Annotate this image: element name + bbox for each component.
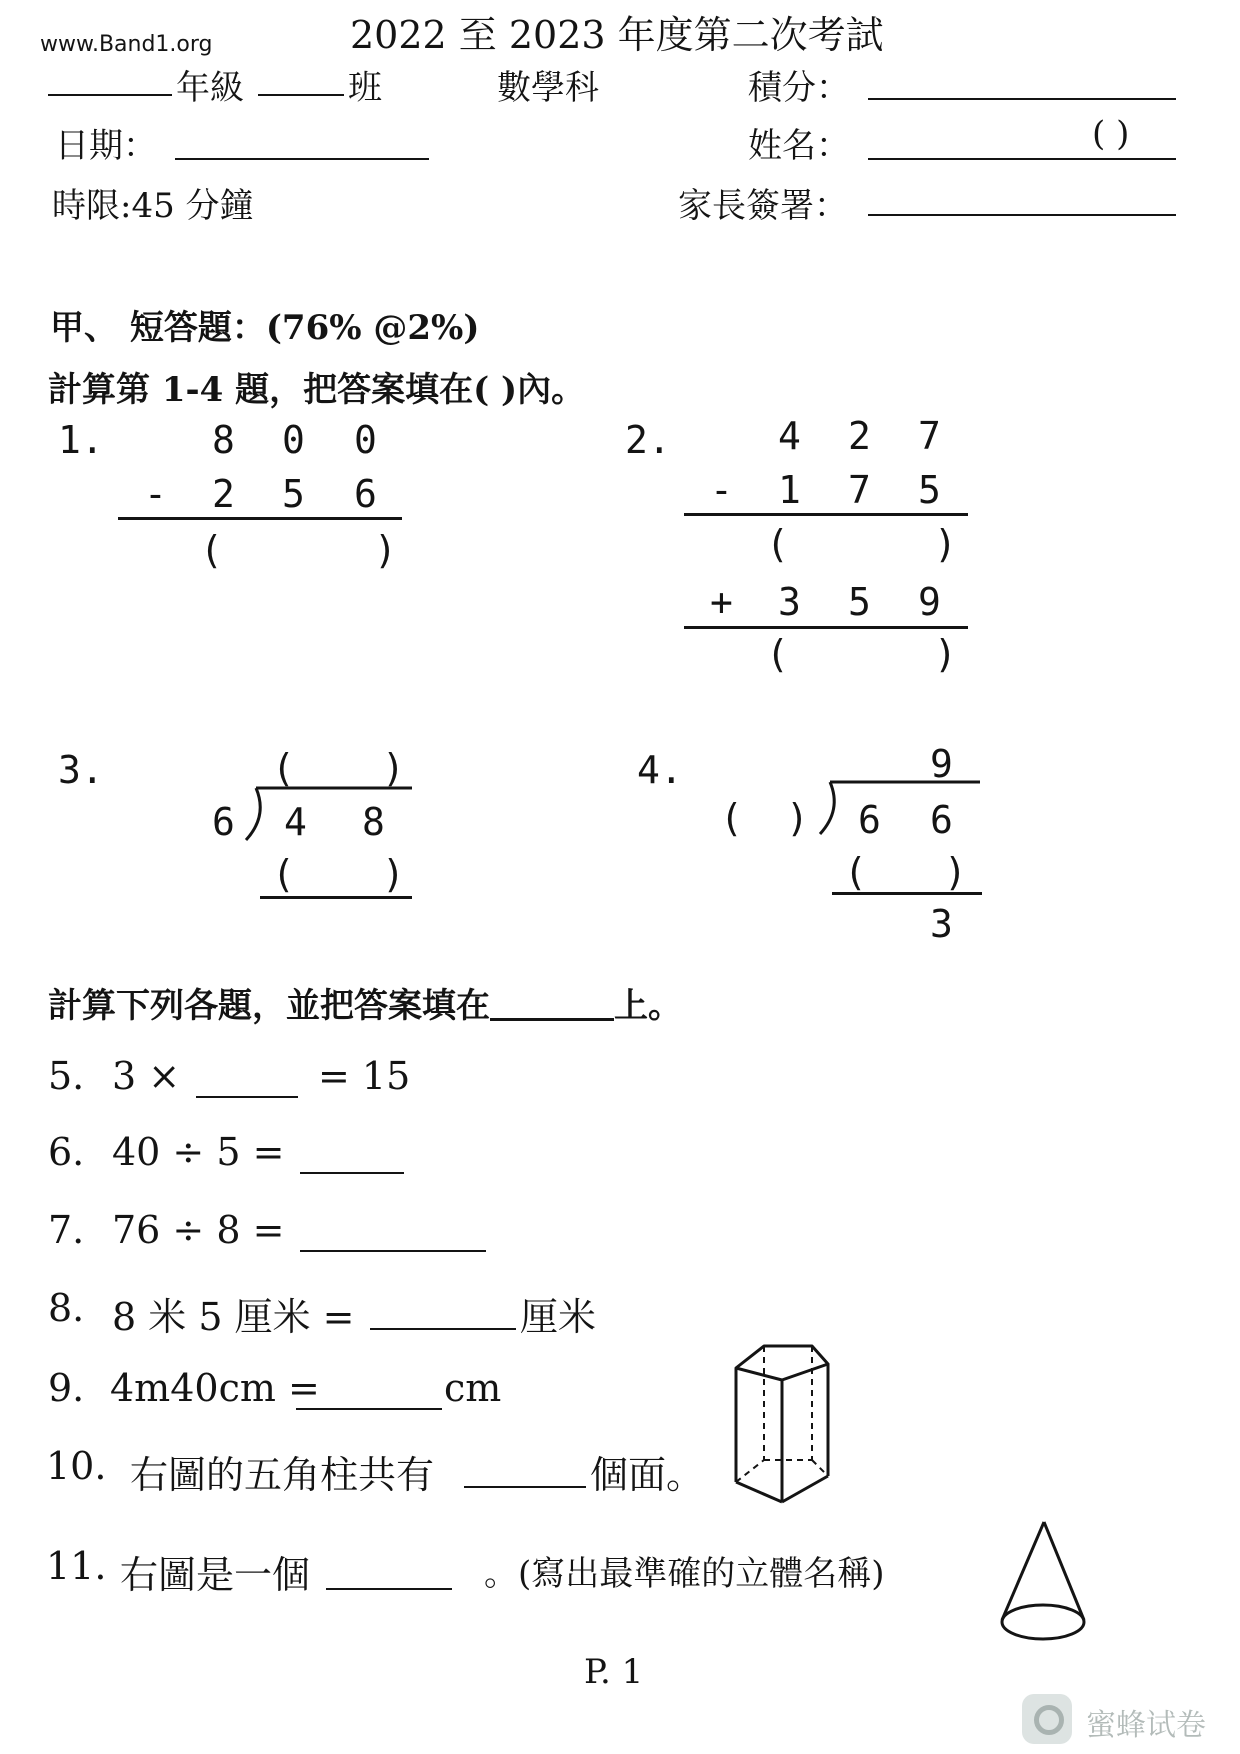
grade-label: 年級 — [176, 68, 244, 108]
q2-digit: 5 — [918, 468, 941, 512]
instruction-5-11-post: 上。 — [614, 986, 682, 1026]
grade-blank[interactable] — [48, 94, 172, 96]
q3-division-bracket — [238, 786, 414, 842]
score-blank[interactable] — [868, 98, 1176, 100]
q4-rule — [832, 892, 982, 895]
q3-dividend-digit: 8 — [362, 800, 385, 844]
q11-number: 11. — [46, 1544, 107, 1588]
q2-digit: 2 — [848, 414, 871, 458]
name-label: 姓名： — [748, 126, 850, 166]
subject-label: 數學科 — [497, 68, 599, 108]
q1-digit: 5 — [282, 472, 305, 516]
q4-remainder: 3 — [930, 902, 953, 946]
q3-number: 3. — [58, 748, 104, 792]
q2-minus-sign: - — [710, 468, 733, 512]
class-label: 班 — [348, 68, 382, 108]
q9-expression: 4m40cm = — [110, 1366, 320, 1410]
q1-digit: 2 — [212, 472, 235, 516]
q3-dividend-digit: 4 — [284, 800, 307, 844]
q4-dividend-digit: 6 — [930, 798, 953, 842]
q1-digit: 0 — [354, 418, 377, 462]
q3-rule — [260, 896, 412, 899]
cone-figure — [996, 1518, 1090, 1644]
q2-digit: 1 — [778, 468, 801, 512]
score-label: 積分： — [748, 68, 850, 108]
q11-hint: 。(寫出最準確的立體名稱) — [484, 1554, 885, 1594]
q1-rule — [118, 517, 402, 520]
instruction-5-11 — [48, 978, 682, 1027]
q3-product-open[interactable]: ( — [272, 852, 295, 896]
q2-plus-sign: + — [710, 580, 733, 624]
q4-quotient: 9 — [930, 742, 953, 786]
q4-division-bracket — [812, 780, 982, 836]
q11-answer-blank[interactable] — [326, 1588, 452, 1590]
q9-number: 9. — [48, 1366, 85, 1410]
q2-answer2-open[interactable]: ( — [766, 632, 789, 676]
q8-answer-blank[interactable] — [370, 1328, 516, 1330]
q5-expression: 3 × — [112, 1054, 181, 1098]
q4-product-close: ) — [944, 850, 967, 894]
q6-number: 6. — [48, 1130, 85, 1174]
q1-digit: 0 — [282, 418, 305, 462]
q2-digit: 7 — [918, 414, 941, 458]
pentagonal-prism-figure — [732, 1340, 832, 1506]
watermark-logo-icon — [1022, 1694, 1072, 1744]
q6-expression: 40 ÷ 5 = — [112, 1130, 285, 1174]
q8-expression: 8 米 5 厘米 = — [112, 1295, 355, 1339]
q4-number: 4. — [637, 748, 683, 792]
q2-rule-1 — [684, 513, 968, 516]
q2-answer1-open[interactable]: ( — [766, 522, 789, 566]
q1-answer-close: ) — [374, 528, 397, 572]
q8-number: 8. — [48, 1286, 85, 1330]
q8-unit: 厘米 — [520, 1295, 597, 1339]
q2-rule-2 — [684, 626, 968, 629]
q7-number: 7. — [48, 1208, 85, 1252]
q2-answer1-close: ) — [934, 522, 957, 566]
q3-divisor: 6 — [212, 800, 235, 844]
q2-digit: 3 — [778, 580, 801, 624]
time-limit-label: 時限:45 分鐘 — [52, 186, 254, 226]
q2-answer2-close: ) — [934, 632, 957, 676]
q5-result: = 15 — [318, 1054, 411, 1098]
q2-digit: 4 — [778, 414, 801, 458]
q1-minus-sign: - — [144, 472, 167, 516]
site-url: www.Band1.org — [40, 32, 213, 57]
q1-digit: 8 — [212, 418, 235, 462]
page-number: P. 1 — [584, 1652, 644, 1692]
instruction-1-4: 計算第 1-4 題，把答案填在( )內。 — [48, 370, 586, 410]
class-blank[interactable] — [258, 94, 344, 96]
q2-digit: 9 — [918, 580, 941, 624]
q4-product-open[interactable]: ( — [844, 850, 867, 894]
q4-divisor-close: ) — [786, 796, 809, 840]
q4-divisor-open[interactable]: ( — [720, 796, 743, 840]
q2-digit: 7 — [848, 468, 871, 512]
q3-quotient-open[interactable]: ( — [272, 746, 295, 790]
parent-signature-label: 家長簽署： — [678, 186, 848, 226]
q10-number: 10. — [46, 1444, 107, 1488]
q7-answer-blank[interactable] — [300, 1250, 486, 1252]
parent-signature-blank[interactable] — [868, 214, 1176, 216]
q6-answer-blank[interactable] — [300, 1172, 404, 1174]
class-number-paren: ( ) — [1092, 114, 1130, 154]
q10-question: 右圖的五角柱共有 — [130, 1453, 435, 1497]
watermark-text: 蜜蜂试卷 — [1086, 1708, 1206, 1743]
q9-answer-blank[interactable] — [296, 1408, 442, 1410]
q2-number: 2. — [625, 418, 671, 462]
q4-dividend-digit: 6 — [858, 798, 881, 842]
q2-digit: 5 — [848, 580, 871, 624]
date-blank[interactable] — [175, 158, 429, 160]
section-a-title: 甲、 短答題：(76% @2%) — [50, 308, 480, 348]
q1-answer-open[interactable]: ( — [200, 528, 223, 572]
exam-title: 2022 至 2023 年度第二次考試 — [350, 13, 884, 57]
instruction-blank-sample — [490, 1018, 614, 1021]
q5-answer-blank[interactable] — [196, 1096, 298, 1098]
name-blank[interactable] — [868, 158, 1176, 160]
q9-unit: cm — [444, 1366, 502, 1410]
q10-answer-blank[interactable] — [464, 1486, 586, 1488]
q1-number: 1. — [58, 418, 104, 462]
q10-suffix: 個面。 — [590, 1453, 705, 1497]
q3-product-close: ) — [382, 852, 405, 896]
q11-question: 右圖是一個 — [120, 1553, 311, 1597]
q1-digit: 6 — [354, 472, 377, 516]
q3-quotient-close: ) — [382, 746, 405, 790]
q7-expression: 76 ÷ 8 = — [112, 1208, 285, 1252]
q5-number: 5. — [48, 1054, 85, 1098]
date-label: 日期： — [55, 126, 157, 166]
instruction-5-11-pre: 計算下列各題，並把答案填在 — [48, 986, 490, 1026]
